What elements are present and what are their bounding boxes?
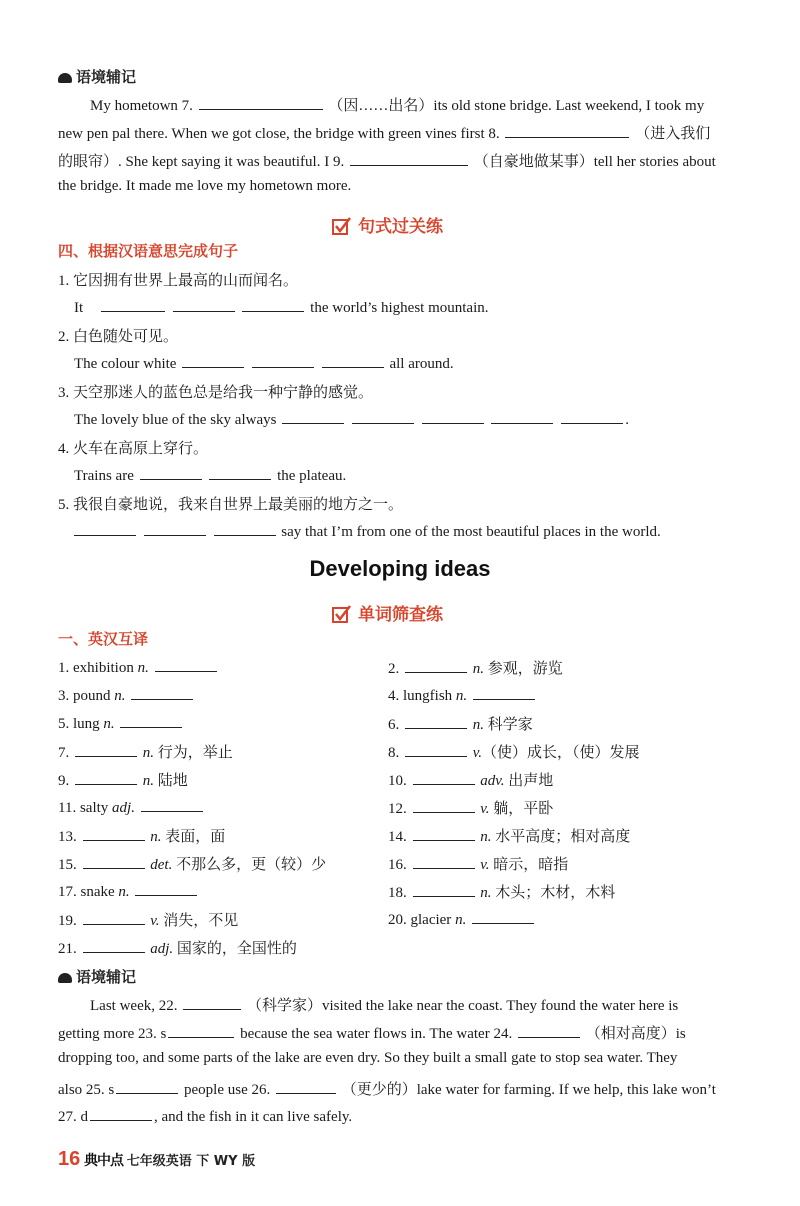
vocab-item [388, 825, 630, 846]
context2-line3: dropping too, and some parts of the lake are even dry. So they built a small gate to stop sea water. They [58, 1050, 678, 1066]
q2-blank[interactable] [182, 353, 244, 368]
vocab-meaning: 暗示，暗指 [489, 857, 569, 873]
checkbox-check-icon [332, 605, 352, 623]
vocab-blank[interactable] [405, 714, 467, 729]
blank-25[interactable] [116, 1079, 178, 1094]
part-of-speech: v. [150, 913, 160, 929]
context1-line4: the bridge. It made me love my hometown more. [58, 178, 352, 194]
q1-chinese: 1. 它因拥有世界上最高的山而闻名。 [58, 273, 299, 289]
vocab-blank[interactable] [473, 685, 535, 700]
vocab-item [388, 657, 563, 678]
q5-chinese: 5. 我很自豪地说，我来自世界上最美丽的地方之一。 [58, 497, 404, 513]
part-of-speech: n. [480, 829, 492, 845]
vocab-label: 14. [388, 829, 411, 845]
blank-24[interactable] [518, 1023, 580, 1038]
vocab-item [388, 769, 553, 790]
checkbox-check-icon [332, 217, 352, 235]
q5-blank[interactable] [214, 521, 276, 536]
vocab-item [388, 741, 640, 762]
vocab-blank[interactable] [413, 854, 475, 869]
q3-blank[interactable] [352, 409, 414, 424]
vocab-label: 8. [388, 745, 403, 761]
vocab-item [58, 797, 205, 817]
q3-english: The lovely blue of the sky always . [74, 409, 629, 429]
section-title: Developing ideas [309, 556, 491, 581]
part-of-speech: n. [114, 688, 126, 704]
q2-english: The colour white all around. [74, 353, 454, 373]
vocab-blank[interactable] [83, 910, 145, 925]
part-of-speech: n. [137, 660, 149, 676]
vocab-blank[interactable] [135, 881, 197, 896]
vocab-label: 1. exhibition [58, 660, 138, 676]
vocab-label: 7. [58, 745, 73, 761]
vocab-blank[interactable] [141, 797, 203, 812]
vocab-blank[interactable] [75, 770, 137, 785]
vocab-label: 20. glacier [388, 912, 456, 928]
page-number: 16 [58, 1148, 81, 1170]
vocab-item [388, 797, 553, 818]
vocab-meaning: 消失，不见 [159, 913, 239, 929]
vocab-meaning: 出声地 [504, 773, 554, 789]
part-of-speech: n. [103, 716, 115, 732]
vocab-item [58, 741, 233, 762]
vocab-blank[interactable] [83, 938, 145, 953]
vocab-label: 9. [58, 773, 73, 789]
footer-book-title: 七年级英语 下 WY 版 [126, 1154, 256, 1169]
graduation-cap-icon [58, 973, 72, 983]
vocab-blank[interactable] [75, 742, 137, 757]
part-of-speech: v. [480, 857, 490, 873]
vocab-item [388, 713, 533, 734]
vocab-item [58, 685, 195, 705]
blank-23[interactable] [168, 1023, 234, 1038]
context2-line2: getting more 23. s because the sea water flows in. The water 24. （相对高度）is [58, 1022, 686, 1043]
vocab-meaning: 国家的，全国性的 [173, 941, 297, 957]
vocab-meaning: 科学家 [484, 717, 533, 733]
vocab-label: 12. [388, 801, 411, 817]
part-of-speech: n. [472, 661, 484, 677]
vocab-item [388, 685, 537, 705]
part-of-speech: n. [142, 745, 154, 761]
vocab-blank[interactable] [83, 826, 145, 841]
vocab-label: 19. [58, 913, 81, 929]
part-of-speech: adv. [480, 773, 505, 789]
part-of-speech: n. [455, 688, 468, 704]
context1-line1: My hometown 7. （因……出名）its old stone bridge. Last weekend, I took my [90, 94, 704, 115]
vocab-item [388, 881, 615, 902]
vocab-label: 5. lung [58, 716, 104, 732]
blank-7[interactable] [199, 95, 323, 110]
vocab-meaning: 水平高度；相对高度 [491, 829, 631, 845]
part-of-speech: n. [480, 885, 492, 901]
vocab-label: 2. [388, 661, 403, 677]
part-of-speech: v. [480, 801, 490, 817]
vocab-blank[interactable] [413, 770, 475, 785]
page-footer [58, 1148, 255, 1171]
context2-line1: Last week, 22. （科学家）visited the lake near the coast. They found the water here is [90, 994, 678, 1015]
context1-line2: new pen pal there. When we got close, the bridge with green vines first 8. （进入我们 [58, 122, 710, 143]
vocab-item [58, 713, 184, 733]
q1-blank[interactable] [242, 297, 304, 312]
part-of-speech: n. [472, 717, 484, 733]
vocab-label: 10. [388, 773, 411, 789]
section-banner-sentences: 句式过关练 [332, 212, 443, 237]
vocab-blank[interactable] [413, 798, 475, 813]
part4-heading: 四、根据汉语意思完成句子 [58, 242, 239, 260]
q1-blank[interactable] [101, 297, 165, 312]
vocab-blank[interactable] [413, 882, 475, 897]
vocab-blank[interactable] [83, 854, 145, 869]
blank-22[interactable] [183, 995, 241, 1010]
context2-line4: also 25. s people use 26. （更少的）lake water for farming. If we help, this lake won’t [58, 1078, 716, 1099]
graduation-cap-icon [58, 73, 72, 83]
vocab-meaning: 行为，举止 [154, 745, 233, 761]
vocab-meaning: 参观，游览 [484, 661, 563, 677]
q2-blank[interactable] [322, 353, 384, 368]
vocab-item [58, 937, 297, 958]
context2-line5: 27. d , and the fish in it can live safely. [58, 1106, 352, 1126]
q5-blank[interactable] [74, 521, 136, 536]
vocab-label: 11. salty [58, 800, 113, 816]
vocab-label: 3. pound [58, 688, 115, 704]
part-of-speech: n. [455, 912, 467, 928]
part1-heading: 一、英汉互译 [58, 630, 149, 648]
vocab-item [58, 853, 326, 874]
vocab-meaning: （使）成长，（使）发展 [482, 745, 640, 761]
part-of-speech: det. [150, 857, 173, 873]
blank-9[interactable] [350, 151, 468, 166]
vocab-label: 6. [388, 717, 403, 733]
context-heading-2: 语境辅记 [58, 966, 136, 987]
vocab-item [58, 769, 188, 790]
q4-blank[interactable] [140, 465, 202, 480]
vocab-meaning: 躺，平卧 [489, 801, 554, 817]
vocab-blank[interactable] [413, 826, 475, 841]
q3-blank[interactable] [491, 409, 553, 424]
part-of-speech: n. [150, 829, 162, 845]
vocab-item [58, 825, 225, 846]
vocab-blank[interactable] [131, 685, 193, 700]
q4-blank[interactable] [209, 465, 271, 480]
q5-english: say that I’m from one of the most beautiful places in the world. [74, 521, 661, 541]
q1-english: It the world’s highest mountain. [74, 297, 489, 317]
q2-blank[interactable] [252, 353, 314, 368]
q3-blank[interactable] [422, 409, 484, 424]
context-heading-1: 语境辅记 [58, 66, 136, 87]
section-banner-words: 单词筛查练 [332, 600, 443, 625]
q4-english: Trains are the plateau. [74, 465, 346, 485]
vocab-blank[interactable] [405, 742, 467, 757]
q3-blank[interactable] [282, 409, 344, 424]
vocab-meaning: 木头；木材，木料 [491, 885, 616, 901]
part-of-speech: adj. [150, 941, 174, 957]
context1-line3: 的眼帘）. She kept saying it was beautiful. I 9. （自豪地做某事）tell her stories about [58, 150, 716, 171]
vocab-meaning: 表面，面 [161, 829, 226, 845]
blank-27[interactable] [90, 1106, 152, 1121]
vocab-item [58, 881, 199, 901]
part-of-speech: n. [118, 884, 130, 900]
vocab-blank[interactable] [405, 658, 467, 673]
vocab-item [388, 909, 536, 929]
blank-26[interactable] [276, 1079, 336, 1094]
vocab-item [58, 657, 219, 677]
brand-logo: 典中点 [84, 1153, 123, 1169]
part-of-speech: v. [472, 745, 483, 761]
q4-chinese: 4. 火车在高原上穿行。 [58, 441, 209, 457]
q3-blank[interactable] [561, 409, 623, 424]
part-of-speech: n. [142, 773, 154, 789]
vocab-label: 18. [388, 885, 411, 901]
vocab-label: 21. [58, 941, 81, 957]
vocab-blank[interactable] [155, 657, 217, 672]
vocab-meaning: 陆地 [154, 773, 188, 789]
q5-blank[interactable] [144, 521, 206, 536]
vocab-label: 15. [58, 857, 81, 873]
vocab-label: 13. [58, 829, 81, 845]
vocab-item [388, 853, 568, 874]
vocab-blank[interactable] [120, 713, 182, 728]
vocab-meaning: 不那么多，更（较）少 [172, 857, 327, 873]
vocab-blank[interactable] [472, 909, 534, 924]
vocab-item [58, 909, 238, 930]
q2-chinese: 2. 白色随处可见。 [58, 329, 179, 345]
part-of-speech: adj. [112, 800, 135, 816]
q1-blank[interactable] [173, 297, 235, 312]
vocab-label: 17. snake [58, 884, 119, 900]
vocab-label: 4. lungfish [388, 688, 456, 704]
vocab-label: 16. [388, 857, 411, 873]
blank-8[interactable] [505, 123, 629, 138]
q3-chinese: 3. 天空那迷人的蓝色总是给我一种宁静的感觉。 [58, 385, 374, 401]
